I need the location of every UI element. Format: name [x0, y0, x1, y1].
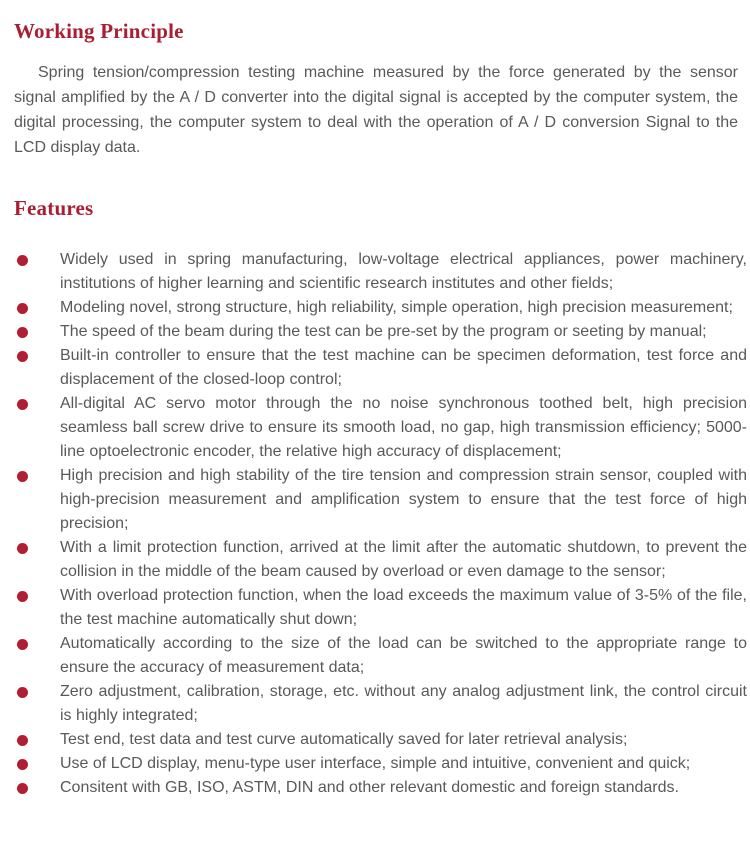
- feature-item: [0, 392, 750, 464]
- bullet-icon: [17, 327, 28, 338]
- feature-item: [0, 464, 750, 536]
- working-principle-heading: Working Principle: [14, 19, 184, 43]
- feature-item-text: Zero adjustment, calibration, storage, etc. without any analog adjustment link, the control circuit is highly integrated;: [60, 683, 747, 724]
- feature-item: [0, 296, 750, 320]
- bullet-icon: [17, 471, 28, 482]
- feature-item-text: Use of LCD display, menu-type user interface, simple and intuitive, convenient and quick;: [60, 755, 691, 772]
- features-heading: Features: [14, 196, 94, 220]
- feature-item: [0, 776, 750, 800]
- features-list: [0, 248, 750, 800]
- feature-item: [0, 632, 750, 680]
- bullet-icon: [17, 687, 28, 698]
- feature-item-text: All-digital AC servo motor through the no noise synchronous toothed belt, high precision seamless ball screw drive to ensure its smooth load, no gap, high transmission efficiency; 5000-line optoelectronic encoder, the relative high accuracy of displacement;: [60, 395, 747, 460]
- working-principle-paragraph: Spring tension/compression testing machine measured by the force generated by the sensor signal amplified by the A / D converter into the digital signal is accepted by the computer system, the digital processing, the computer system to deal with the operation of A / D conversion Signal to the LCD display data.: [14, 64, 738, 156]
- feature-item-text: Modeling novel, strong structure, high reliability, simple operation, high precision measurement;: [60, 299, 733, 316]
- feature-item-text: Consitent with GB, ISO, ASTM, DIN and other relevant domestic and foreign standards.: [60, 779, 679, 796]
- feature-item: [0, 584, 750, 632]
- feature-item: [0, 320, 750, 344]
- bullet-icon: [17, 543, 28, 554]
- feature-item: [0, 344, 750, 392]
- bullet-icon: [17, 255, 28, 266]
- feature-item-text: Built-in controller to ensure that the test machine can be specimen deformation, test force and displacement of the closed-loop control;: [60, 347, 747, 388]
- bullet-icon: [17, 591, 28, 602]
- feature-item-text: Test end, test data and test curve automatically saved for later retrieval analysis;: [60, 731, 628, 748]
- feature-item-text: With overload protection function, when the load exceeds the maximum value of 3-5% of the file, the test machine automatically shut down;: [60, 587, 747, 628]
- feature-item: [0, 680, 750, 728]
- feature-item-text: With a limit protection function, arrived at the limit after the automatic shutdown, to prevent the collision in the middle of the beam caused by overload or even damage to the sensor;: [60, 539, 747, 580]
- bullet-icon: [17, 639, 28, 650]
- feature-item-text: Automatically according to the size of the load can be switched to the appropriate range to ensure the accuracy of measurement data;: [60, 635, 747, 676]
- bullet-icon: [17, 351, 28, 362]
- bullet-icon: [17, 783, 28, 794]
- feature-item: [0, 248, 750, 296]
- feature-item-text: The speed of the beam during the test can be pre-set by the program or seeting by manual;: [60, 323, 707, 340]
- bullet-icon: [17, 759, 28, 770]
- bullet-icon: [17, 303, 28, 314]
- bullet-icon: [17, 735, 28, 746]
- feature-item: [0, 752, 750, 776]
- feature-item: [0, 536, 750, 584]
- feature-item-text: High precision and high stability of the tire tension and compression strain sensor, coupled with high-precision measurement and amplification system to ensure that the test force of high precision;: [60, 467, 747, 532]
- feature-item-text: Widely used in spring manufacturing, low-voltage electrical appliances, power machinery, institutions of higher learning and scientific research institutes and other fields;: [60, 251, 747, 292]
- feature-item: [0, 728, 750, 752]
- bullet-icon: [17, 399, 28, 410]
